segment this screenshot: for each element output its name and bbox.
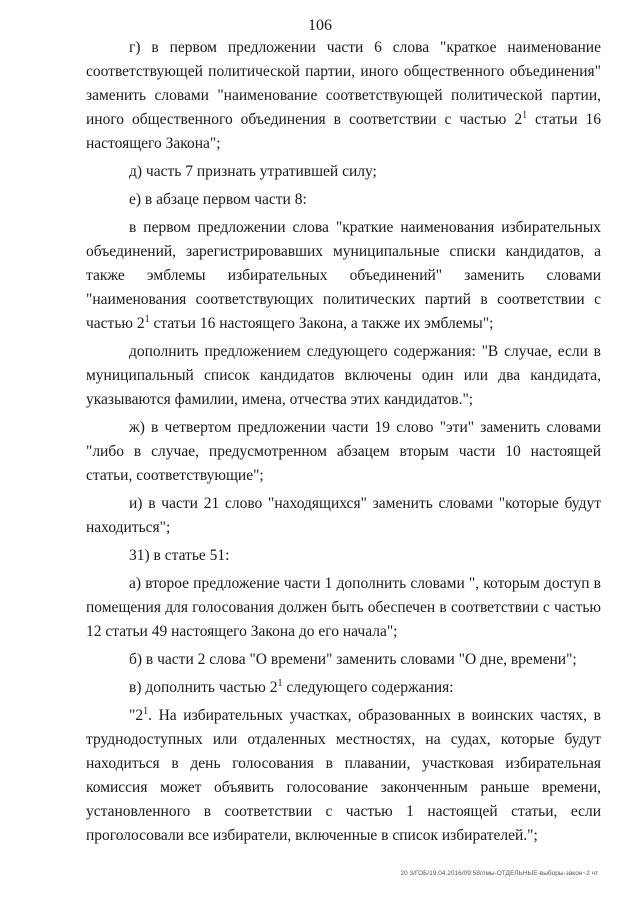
- paragraph-text: 31) в статье 51:: [129, 547, 230, 564]
- paragraph-text: и) в части 21 слово "находящихся" заменить словами "которые будут находиться";: [86, 495, 601, 536]
- paragraph-g-part6: [86, 36, 601, 156]
- paragraph-d-part7: [86, 160, 601, 184]
- paragraph-text: д) часть 7 признать утратившей силу;: [129, 163, 377, 180]
- paragraph-b-part2: [86, 648, 601, 672]
- paragraph-v-part2-1: [86, 676, 601, 700]
- document-body: [86, 36, 601, 852]
- paragraph-text: "2: [129, 707, 144, 724]
- paragraph-e-part8-first-sentence: [86, 216, 601, 336]
- superscript-marker: 1: [277, 677, 283, 689]
- paragraph-text: ж) в четвертом предложении части 19 слово "эти" заменить словами "либо в случае, предусмотренном абзацем вторым части 10 настоящей статьи, соответствующие";: [86, 419, 601, 484]
- superscript-marker: 1: [144, 313, 150, 325]
- paragraph-text: дополнить предложением следующего содержания: "В случае, если в муниципальный список кандидатов включены один или два кандидата, указываются фамилии, имена, отчества этих кандидатов.";: [86, 343, 601, 408]
- superscript-marker: 1: [522, 109, 528, 121]
- paragraph-text: г) в первом предложении части 6 слова "краткое наименование соответствующей политической партии, иного общественного объединения" заменить словами "наименование соответствующей политической партии, иного общественного объединения в соответствии с частью 2: [86, 39, 601, 128]
- superscript-marker: 1: [143, 705, 149, 717]
- paragraph-a-part1: [86, 572, 601, 644]
- paragraph-new-part2-1: [86, 704, 601, 848]
- page-number: 106: [308, 17, 332, 34]
- paragraph-text: а) второе предложение части 1 дополнить словами ", которым доступ в помещения для голосования должен быть обеспечен в соответствии с частью 12 статьи 49 настоящего Закона до его начала";: [86, 575, 601, 640]
- paragraph-e-part8-add-sentence: [86, 340, 601, 412]
- paragraph-i-part21: [86, 492, 601, 540]
- paragraph-text: статьи 16 настоящего Закона";: [86, 111, 601, 152]
- paragraph-text: следующего содержания:: [282, 679, 454, 696]
- paragraph-item31: [86, 544, 601, 568]
- paragraph-text: в первом предложении слова "краткие наименования избирательных объединений, зарегистрировавших муниципальные списки кандидатов, а также эмблемы избирательных объединений" заменить словами "наименования соответствующих политических партий в соответствии с частью 2: [86, 219, 601, 332]
- paragraph-text: статьи 16 настоящего Закона, а также их эмблемы";: [149, 315, 494, 332]
- paragraph-e-part8: [86, 188, 601, 212]
- paragraph-zh-part19: [86, 416, 601, 488]
- paragraph-text: е) в абзаце первом части 8:: [129, 191, 307, 208]
- document-footer-code: 20 3/ГОБ/19.04.2016/09:58/лмы-ОТДЕЛЬНЫЕ-выборы-закон~2 чт: [400, 870, 598, 877]
- paragraph-text: б) в части 2 слова "О времени" заменить словами "О дне, времени";: [129, 651, 577, 668]
- paragraph-text: . На избирательных участках, образованных в воинских частях, в труднодоступных или отдаленных местностях, на судах, которые будут находиться в день голосования в плавании, участковая избирательная комиссия может объявить голосование законченным раньше времени, установленного в соответствии с частью 1 настоящей статьи, если проголосовали все избиратели, включенные в список избирателей.";: [86, 707, 601, 844]
- paragraph-text: в) дополнить частью 2: [129, 679, 278, 696]
